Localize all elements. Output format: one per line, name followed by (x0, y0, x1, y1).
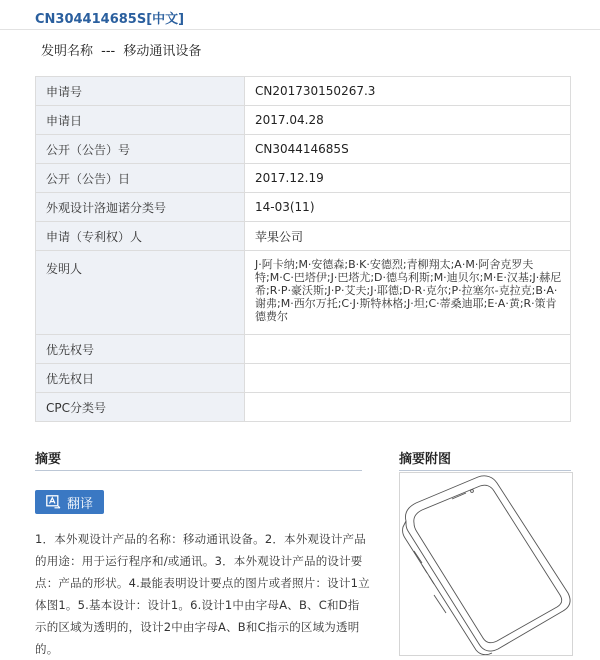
abstract-drawing-heading: 摘要附图 (399, 452, 452, 467)
design-name-label: 发明名称 (41, 44, 94, 59)
field-value: CN201730150267.3 (245, 77, 571, 106)
field-label: 申请日 (36, 106, 245, 135)
field-label: 外观设计洛迦诺分类号 (36, 193, 245, 222)
translate-label: 翻译 (66, 496, 93, 512)
field-label: 优先权日 (36, 364, 245, 393)
translate-icon (46, 495, 61, 509)
translate-button[interactable] (35, 490, 104, 514)
phone-line-drawing (400, 473, 572, 655)
language-tag[interactable]: [中文] (146, 12, 185, 27)
table-row (36, 364, 571, 393)
table-row (36, 164, 571, 193)
field-value[interactable]: 苹果公司 (245, 222, 571, 251)
abstract-text: 1．本外观设计产品的名称：移动通讯设备。2．本外观设计产品的用途：用于运行程序和/或通讯。3．本外观设计产品的设计要点：产品的形状。4.最能表明设计要点的图片或者照片：设计1立体图1。5.基本设计：设计1。6.设计1中由字母A、B、C和D指示的区域为透明的，设计2中由字母A、B和C指示的区域为透明的。 (35, 532, 370, 656)
design-name-value: 移动通讯设备 (123, 44, 202, 59)
field-value: 2017.12.19 (245, 164, 571, 193)
field-label: 公开（公告）日 (36, 164, 245, 193)
field-label: 申请（专利权）人 (36, 222, 245, 251)
table-row (36, 193, 571, 222)
table-row (36, 106, 571, 135)
patent-number[interactable]: CN304414685S (35, 12, 147, 27)
field-label: CPC分类号 (36, 393, 245, 422)
table-row (36, 77, 571, 106)
header-divider (0, 29, 600, 30)
field-label: 公开（公告）号 (36, 135, 245, 164)
abstract-divider (35, 470, 362, 471)
field-value (245, 335, 571, 364)
table-row (36, 335, 571, 364)
inventors-value: J·阿卡纳;M·安德森;B·K·安德烈;青柳翔太;A·M·阿舍克罗夫特;M·C·巴塔伊;J·巴塔尤;D·德乌利斯;M·迪贝尔;M·E·汉基;J·赫尼希;R·P·豪沃斯;J·P·艾夫;J·耶德;D·R·克尔;P·拉塞尔-克拉克;B·A·谢弗;M·西尔万托;C·J·斯特林格;J·坦;C·蒂桑迪耶;E·A·黄;R·策肯德费尔 (245, 251, 571, 335)
field-value: 2017.04.28 (245, 106, 571, 135)
field-value: CN304414685S (245, 135, 571, 164)
table-row (36, 135, 571, 164)
field-value: 14-03(11) (245, 193, 571, 222)
field-label: 优先权号 (36, 335, 245, 364)
abstract-drawing[interactable] (399, 472, 573, 656)
patent-number-title[interactable] (35, 8, 184, 27)
field-value (245, 364, 571, 393)
field-label: 申请号 (36, 77, 245, 106)
field-label: 发明人 (36, 251, 245, 335)
drawing-divider (399, 470, 571, 471)
design-name-separator: --- (101, 44, 116, 59)
field-value (245, 393, 571, 422)
table-row (36, 222, 571, 251)
table-row (36, 251, 571, 335)
design-name-line (41, 40, 205, 59)
bibliographic-table (35, 76, 571, 422)
table-row (36, 393, 571, 422)
abstract-heading: 摘要 (35, 452, 62, 467)
